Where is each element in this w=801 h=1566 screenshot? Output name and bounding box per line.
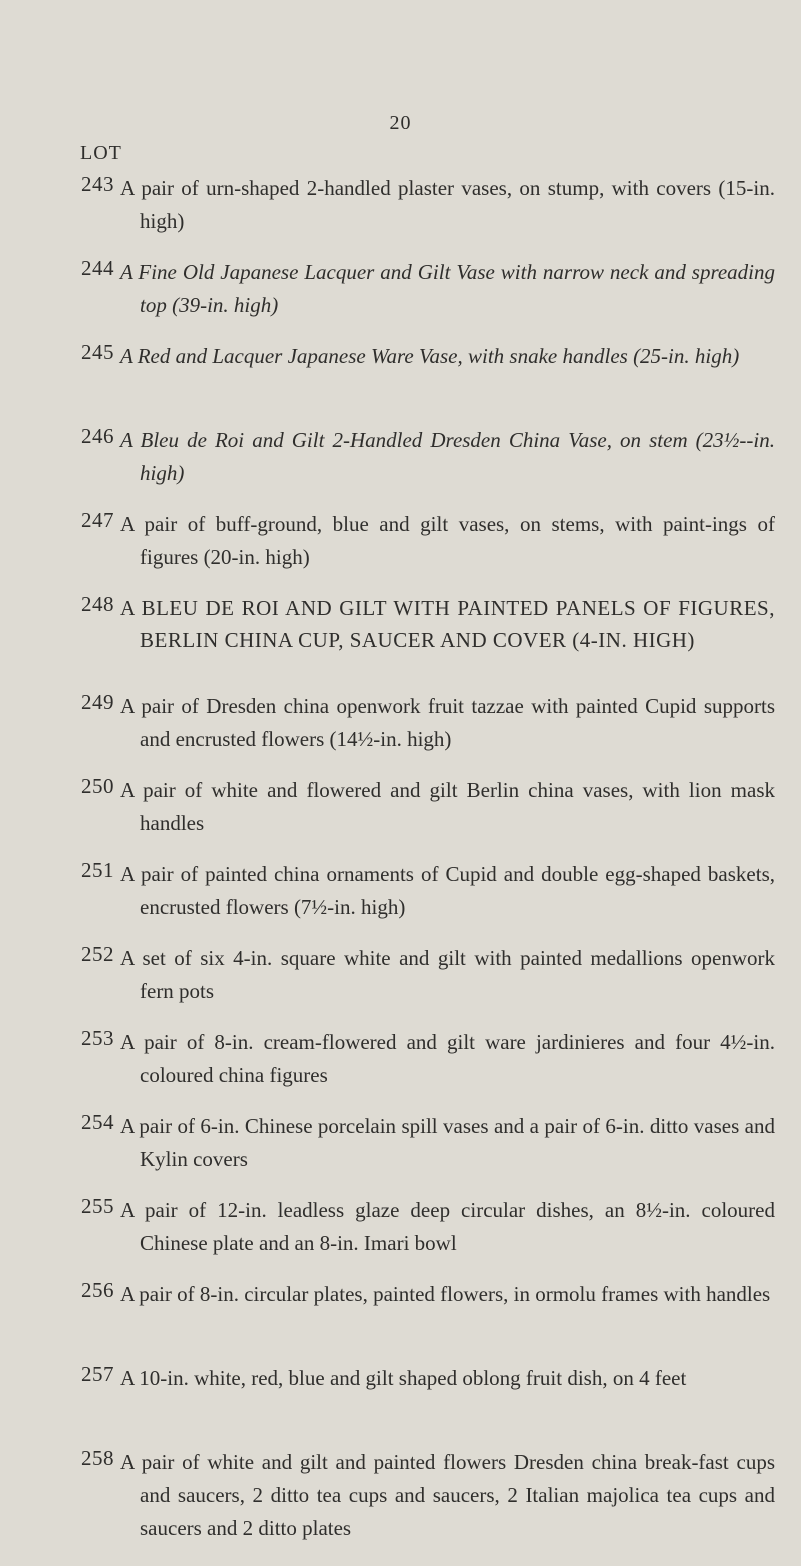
lot-description: A Bleu de Roi and Gilt 2-Handled Dresden China Vase, on stem (23½--in. high) [120,428,775,485]
lot-number: 258 [81,1446,114,1470]
lot-entry [0,858,801,942]
lot-description: A Red and Lacquer Japanese Ware Vase, with snake handles (25-in. high) [120,344,740,368]
lot-description: A pair of white and gilt and painted flowers Dresden china break-fast cups and saucers, 2 ditto tea cups and saucers, 2 Italian majolica tea cups and saucers and 2 ditto plates [120,1450,775,1540]
lot-entry [0,1278,801,1362]
lot-entry [0,1446,801,1566]
lot-description: A pair of 6-in. Chinese porcelain spill vases and a pair of 6-in. ditto vases and Kylin covers [120,1114,775,1171]
lot-entry [0,1110,801,1194]
lot-entry [0,942,801,1026]
lot-description: A pair of 8-in. cream-flowered and gilt ware jardinieres and four 4½-in. coloured china figures [120,1030,775,1087]
lot-number: 248 [81,592,114,616]
lot-number: 255 [81,1194,114,1218]
lot-entry [0,1194,801,1278]
lot-entry [0,690,801,774]
lot-entry [0,256,801,340]
lot-description: A pair of urn-shaped 2-handled plaster vases, on stump, with covers (15-in. high) [120,176,775,233]
page-number: 20 [389,112,412,134]
lot-description: A pair of 8-in. circular plates, painted flowers, in ormolu frames with handles [120,1282,771,1306]
lot-number: 245 [81,340,114,364]
lot-entry [0,424,801,508]
lot-column-header: LOT [80,142,122,164]
lot-number: 244 [81,256,114,280]
lot-number: 252 [81,942,114,966]
lot-description: A 10-in. white, red, blue and gilt shaped oblong fruit dish, on 4 feet [120,1366,687,1390]
lot-entry [0,1026,801,1110]
lot-entry [0,1362,801,1446]
lot-number: 249 [81,690,114,714]
lot-number: 247 [81,508,114,532]
lot-description: A pair of 12-in. leadless glaze deep circular dishes, an 8½-in. coloured Chinese plate and an 8-in. Imari bowl [120,1198,775,1255]
lot-description: A Fine Old Japanese Lacquer and Gilt Vase with narrow neck and spreading top (39-in. high) [120,260,775,317]
lot-number: 246 [81,424,114,448]
lot-entry [0,774,801,858]
lot-number: 257 [81,1362,114,1386]
lot-description: A BLEU DE ROI AND GILT WITH PAINTED PANELS OF FIGURES, BERLIN CHINA CUP, SAUCER AND COVER (4-IN. HIGH) [120,596,775,652]
lot-entry [0,340,801,424]
lot-list [0,172,801,1566]
lot-description: A pair of painted china ornaments of Cupid and double egg-shaped baskets, encrusted flowers (7½-in. high) [120,862,775,919]
lot-number: 254 [81,1110,114,1134]
lot-entry [0,592,801,690]
lot-entry [0,172,801,256]
lot-description: A pair of Dresden china openwork fruit tazzae with painted Cupid supports and encrusted flowers (14½-in. high) [120,694,775,751]
lot-number: 250 [81,774,114,798]
lot-entry [0,508,801,592]
lot-number: 243 [81,172,114,196]
lot-description: A set of six 4-in. square white and gilt with painted medallions openwork fern pots [120,946,775,1003]
lot-number: 256 [81,1278,114,1302]
lot-number: 251 [81,858,114,882]
lot-number: 253 [81,1026,114,1050]
lot-description: A pair of buff-ground, blue and gilt vases, on stems, with paint-ings of figures (20-in. high) [120,512,775,569]
lot-description: A pair of white and flowered and gilt Berlin china vases, with lion mask handles [120,778,775,835]
